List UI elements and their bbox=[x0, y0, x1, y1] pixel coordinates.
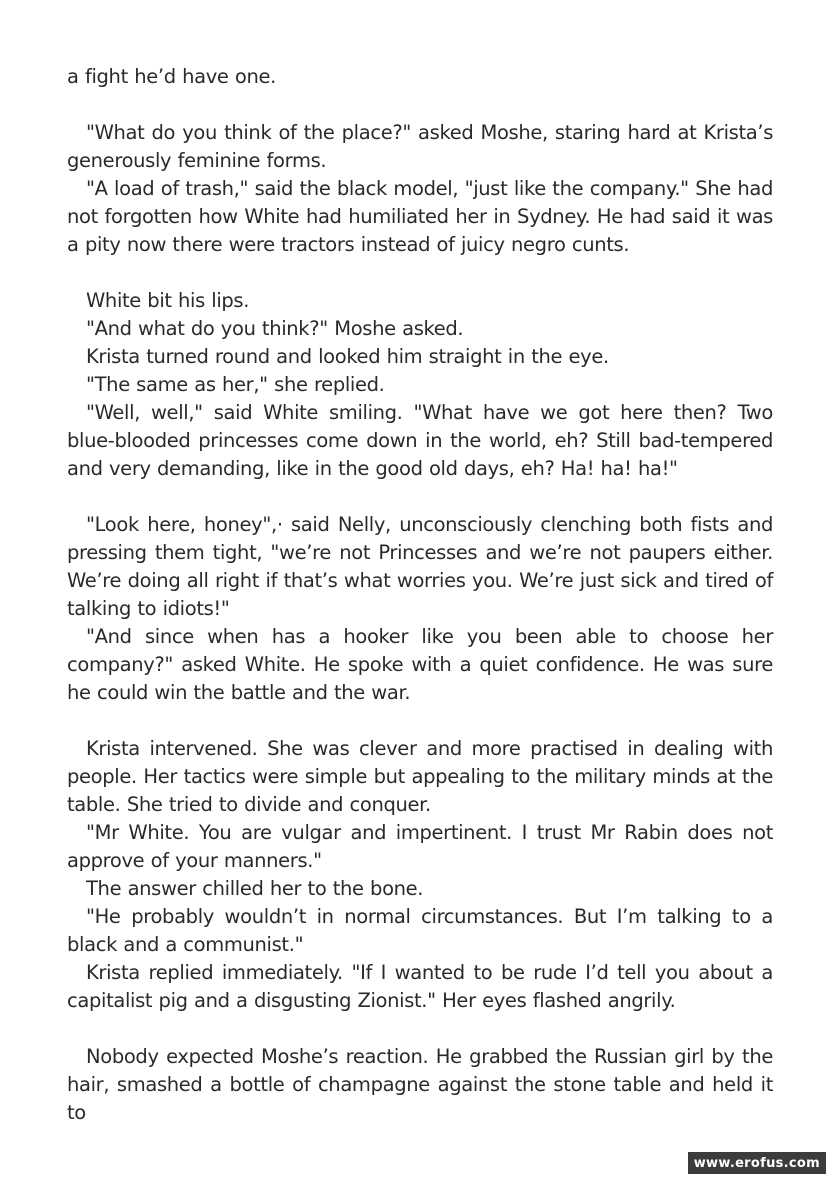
body-text bbox=[67, 63, 773, 1127]
paragraph-8: "Well, well," said White smiling. "What have we got here then? Two blue-blooded princesses come down in the world, eh? Still bad-tempered and very demanding, like in the good old days, eh? Ha! ha! ha!" bbox=[67, 401, 773, 480]
site-watermark: www.erofus.com bbox=[688, 1152, 826, 1174]
paragraph-5: "And what do you think?" Moshe asked. bbox=[86, 317, 464, 340]
paragraph-16: Nobody expected Moshe’s reaction. He grabbed the Russian girl by the hair, smashed a bottle of champagne against the stone table and held it to bbox=[67, 1045, 773, 1124]
paragraph-7: "The same as her," she replied. bbox=[86, 373, 385, 396]
paragraph-11: Krista intervened. She was clever and more practised in dealing with people. Her tactics were simple but appealing to the military minds at the table. She tried to divide and conquer. bbox=[67, 737, 773, 816]
paragraph-9: "Look here, honey",· said Nelly, unconsciously clenching both fists and pressing them tight, "we’re not Princesses and we’re not paupers either. We’re doing all right if that’s what worries you. We’re just sick and tired of talking to idiots!" bbox=[67, 513, 773, 620]
paragraph-1: a fight he’d have one. bbox=[67, 65, 276, 88]
paragraph-3: "A load of trash," said the black model, "just like the company." She had not forgotten how White had humiliated her in Sydney. He had said it was a pity now there were tractors instead of juicy negro cunts. bbox=[67, 177, 773, 256]
paragraph-12: "Mr White. You are vulgar and impertinent. I trust Mr Rabin does not approve of your manners." bbox=[67, 821, 773, 872]
paragraph-6: Krista turned round and looked him straight in the eye. bbox=[86, 345, 609, 368]
paragraph-10: "And since when has a hooker like you been able to choose her company?" asked White. He spoke with a quiet confidence. He was sure he could win the battle and the war. bbox=[67, 625, 773, 704]
paragraph-15: Krista replied immediately. "If I wanted to be rude I’d tell you about a capitalist pig and a disgusting Zionist." Her eyes flashed angrily. bbox=[67, 961, 773, 1012]
paragraph-14: "He probably wouldn’t in normal circumstances. But I’m talking to a black and a communist." bbox=[67, 905, 773, 956]
paragraph-2: "What do you think of the place?" asked Moshe, staring hard at Krista’s generously feminine forms. bbox=[67, 121, 773, 172]
paragraph-13: The answer chilled her to the bone. bbox=[86, 877, 424, 900]
paragraph-4: White bit his lips. bbox=[86, 289, 250, 312]
